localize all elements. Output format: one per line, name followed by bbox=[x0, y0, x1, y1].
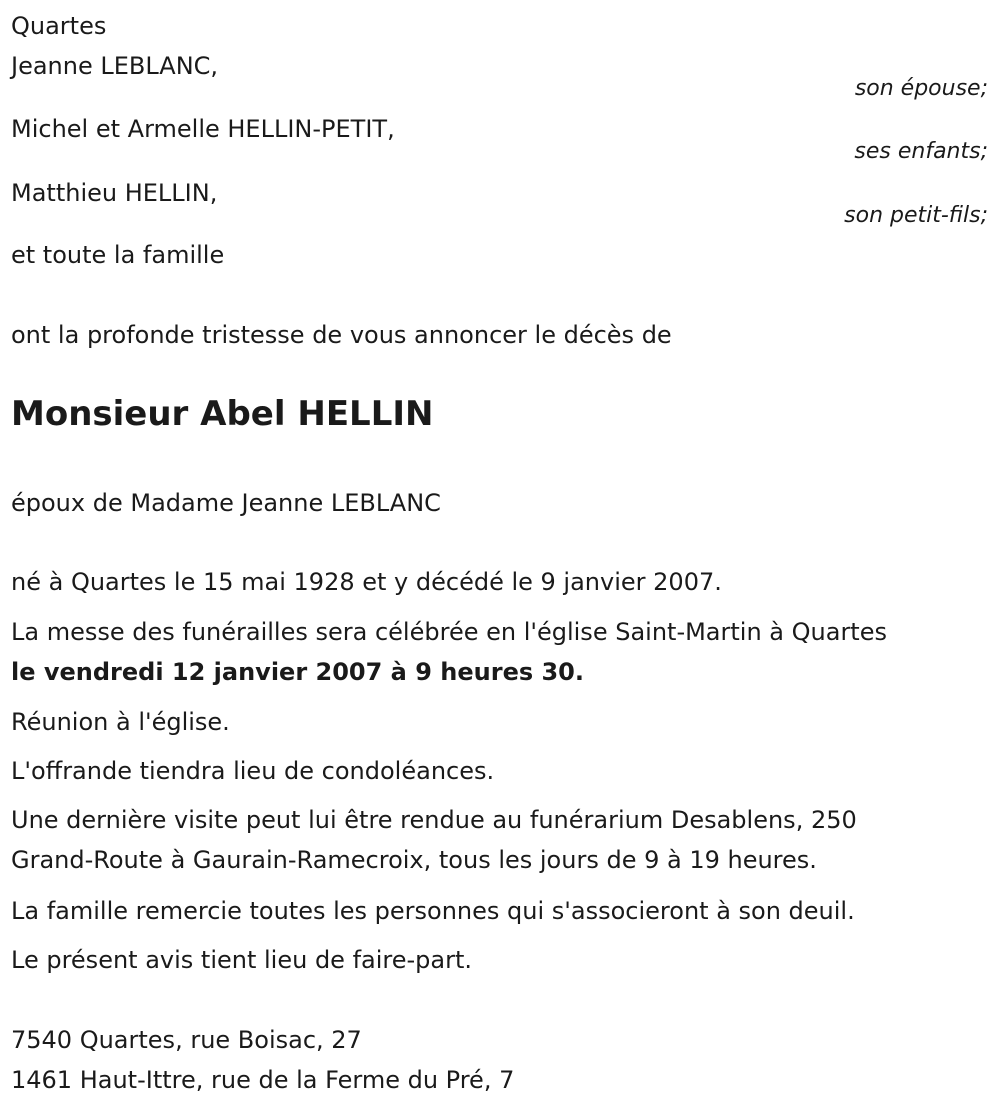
birth-death-line: né à Quartes le 15 mai 1928 et y décédé le 9 janvier 2007. bbox=[11, 568, 722, 596]
funeral-mass-text: La messe des funérailles sera célébrée en l'église Saint-Martin à Quartes bbox=[11, 618, 887, 646]
town-header: Quartes bbox=[11, 12, 107, 40]
funeral-mass-date: le vendredi 12 janvier 2007 à 9 heures 30. bbox=[11, 658, 584, 686]
offering-text: L'offrande tiendra lieu de condoléances. bbox=[11, 757, 495, 785]
address-line: 1461 Haut-Ittre, rue de la Ferme du Pré, 7 bbox=[11, 1066, 515, 1094]
spouse-line: époux de Madame Jeanne LEBLANC bbox=[11, 489, 441, 517]
family-member-role-spouse: son épouse; bbox=[854, 76, 988, 101]
family-rest: et toute la famille bbox=[11, 241, 225, 269]
visit-text-line2: Grand-Route à Gaurain-Ramecroix, tous les jours de 9 à 19 heures. bbox=[11, 846, 817, 874]
thanks-text: La famille remercie toutes les personnes qui s'associeront à son deuil. bbox=[11, 897, 855, 925]
notice-text: Le présent avis tient lieu de faire-part. bbox=[11, 946, 473, 974]
announcement-text: ont la profonde tristesse de vous annoncer le décès de bbox=[11, 321, 672, 349]
family-member-role-grandson: son petit-fils; bbox=[844, 203, 988, 228]
family-member-name-spouse: Jeanne LEBLANC, bbox=[11, 52, 219, 80]
family-member-name-grandson: Matthieu HELLIN, bbox=[11, 179, 218, 207]
address-line: 7540 Quartes, rue Boisac, 27 bbox=[11, 1026, 362, 1054]
deceased-name: Monsieur Abel HELLIN bbox=[11, 394, 434, 434]
visit-text-line1: Une dernière visite peut lui être rendue au funérarium Desablens, 250 bbox=[11, 806, 857, 834]
family-member-role-children: ses enfants; bbox=[854, 139, 988, 164]
family-member-name-children: Michel et Armelle HELLIN-PETIT, bbox=[11, 115, 395, 143]
meeting-text: Réunion à l'église. bbox=[11, 708, 230, 736]
